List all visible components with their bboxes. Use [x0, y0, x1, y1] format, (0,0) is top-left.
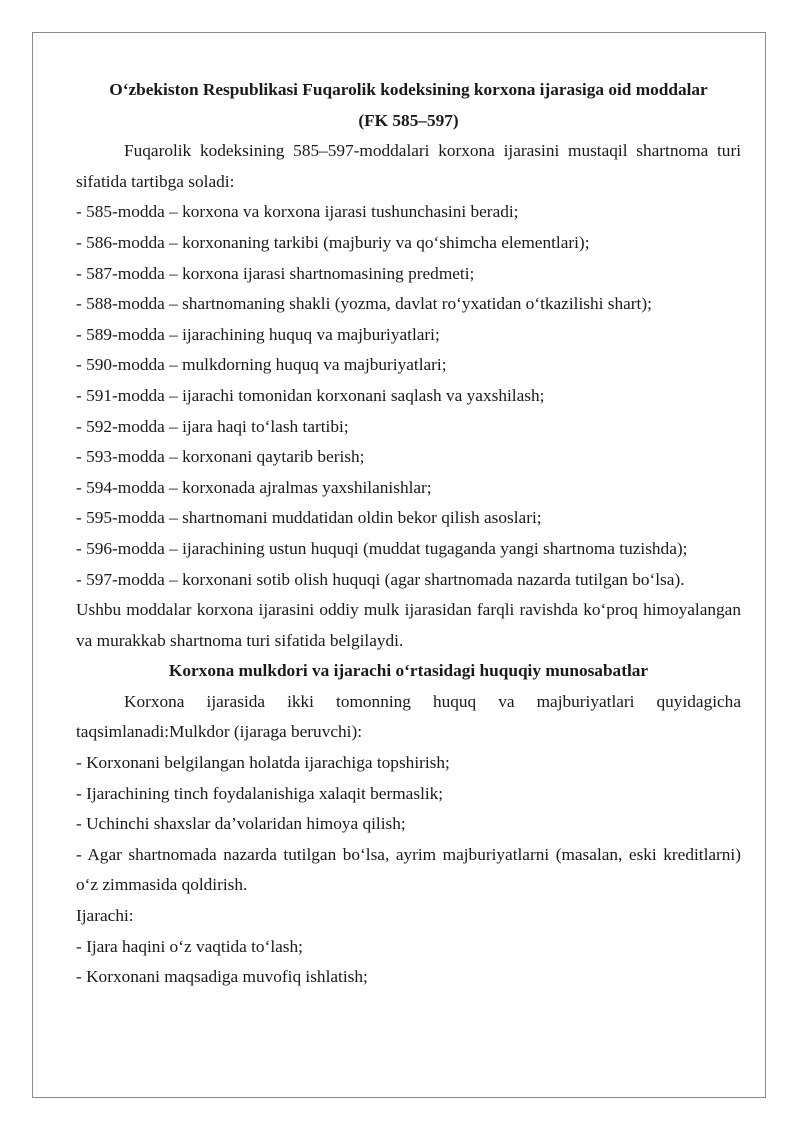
article-item-589: - 589-modda – ijarachining huquq va majburiyatlari; [76, 324, 440, 344]
owner-duty-item: - Agar shartnomada nazarda tutilgan bo‘lsa, ayrim majburiyatlarni (masalan, eski kreditlarni) o‘z zimmasida qoldirish. [76, 844, 741, 895]
article-item-592: - 592-modda – ijara haqi to‘lash tartibi; [76, 416, 349, 436]
owner-duties-list [76, 748, 741, 901]
tenant-duty-item: - Ijara haqini o‘z vaqtida to‘lash; [76, 936, 303, 956]
article-item-590: - 590-modda – mulkdorning huquq va majburiyatlari; [76, 355, 447, 375]
owner-duty-item: - Korxonani belgilangan holatda ijarachiga topshirish; [76, 753, 450, 773]
document-title-line1: O‘zbekiston Respublikasi Fuqarolik kodeksining korxona ijarasiga oid moddalar [109, 80, 708, 99]
summary-paragraph: Ushbu moddalar korxona ijarasini oddiy mulk ijarasidan farqli ravishda ko‘proq himoyalangan va murakkab shartnoma turi sifatida belgilaydi. [76, 600, 741, 650]
tenant-duties-list [76, 932, 741, 993]
article-item-586: - 586-modda – korxonaning tarkibi (majburiy va qo‘shimcha elementlari); [76, 232, 590, 252]
owner-duty-item: - Uchinchi shaxslar da’volaridan himoya qilish; [76, 814, 406, 834]
articles-list [76, 197, 741, 595]
article-item-593: - 593-modda – korxonani qaytarib berish; [76, 447, 365, 467]
document-title-line2: (FK 585–597) [358, 110, 459, 130]
article-item-595: - 595-modda – shartnomani muddatidan oldin bekor qilish asoslari; [76, 508, 542, 528]
article-item-591: - 591-modda – ijarachi tomonidan korxonani saqlash va yaxshilash; [76, 385, 545, 405]
article-item-596: - 596-modda – ijarachining ustun huquqi (muddat tugaganda yangi shartnoma tuzishda); [76, 538, 688, 558]
article-item-597: - 597-modda – korxonani sotib olish huquqi (agar shartnomada nazarda tutilgan bo‘lsa). [76, 569, 685, 589]
section-title: Korxona mulkdori va ijarachi o‘rtasidagi huquqiy munosabatlar [168, 661, 649, 681]
tenant-duty-item: - Korxonani maqsadiga muvofiq ishlatish; [76, 967, 368, 987]
intro-paragraph: Fuqarolik kodeksining 585–597-moddalari korxona ijarasini mustaqil shartnoma turi sifatida tartibga soladi: [76, 141, 741, 191]
tenant-label: Ijarachi: [76, 906, 134, 926]
article-item-585: - 585-modda – korxona va korxona ijarasi tushunchasini beradi; [76, 202, 519, 222]
document-body [76, 75, 741, 993]
article-item-588: - 588-modda – shartnomaning shakli (yozma, davlat ro‘yxatidan o‘tkazilishi shart); [76, 294, 652, 314]
owner-duty-item: - Ijarachining tinch foydalanishiga xalaqit bermaslik; [76, 783, 444, 803]
section-intro-paragraph: Korxona ijarasida ikki tomonning huquq va majburiyatlari quyidagicha taqsimlanadi:Mulkdor (ijaraga beruvchi): [76, 691, 741, 742]
article-item-594: - 594-modda – korxonada ajralmas yaxshilanishlar; [76, 477, 432, 497]
article-item-587: - 587-modda – korxona ijarasi shartnomasining predmeti; [76, 263, 475, 283]
